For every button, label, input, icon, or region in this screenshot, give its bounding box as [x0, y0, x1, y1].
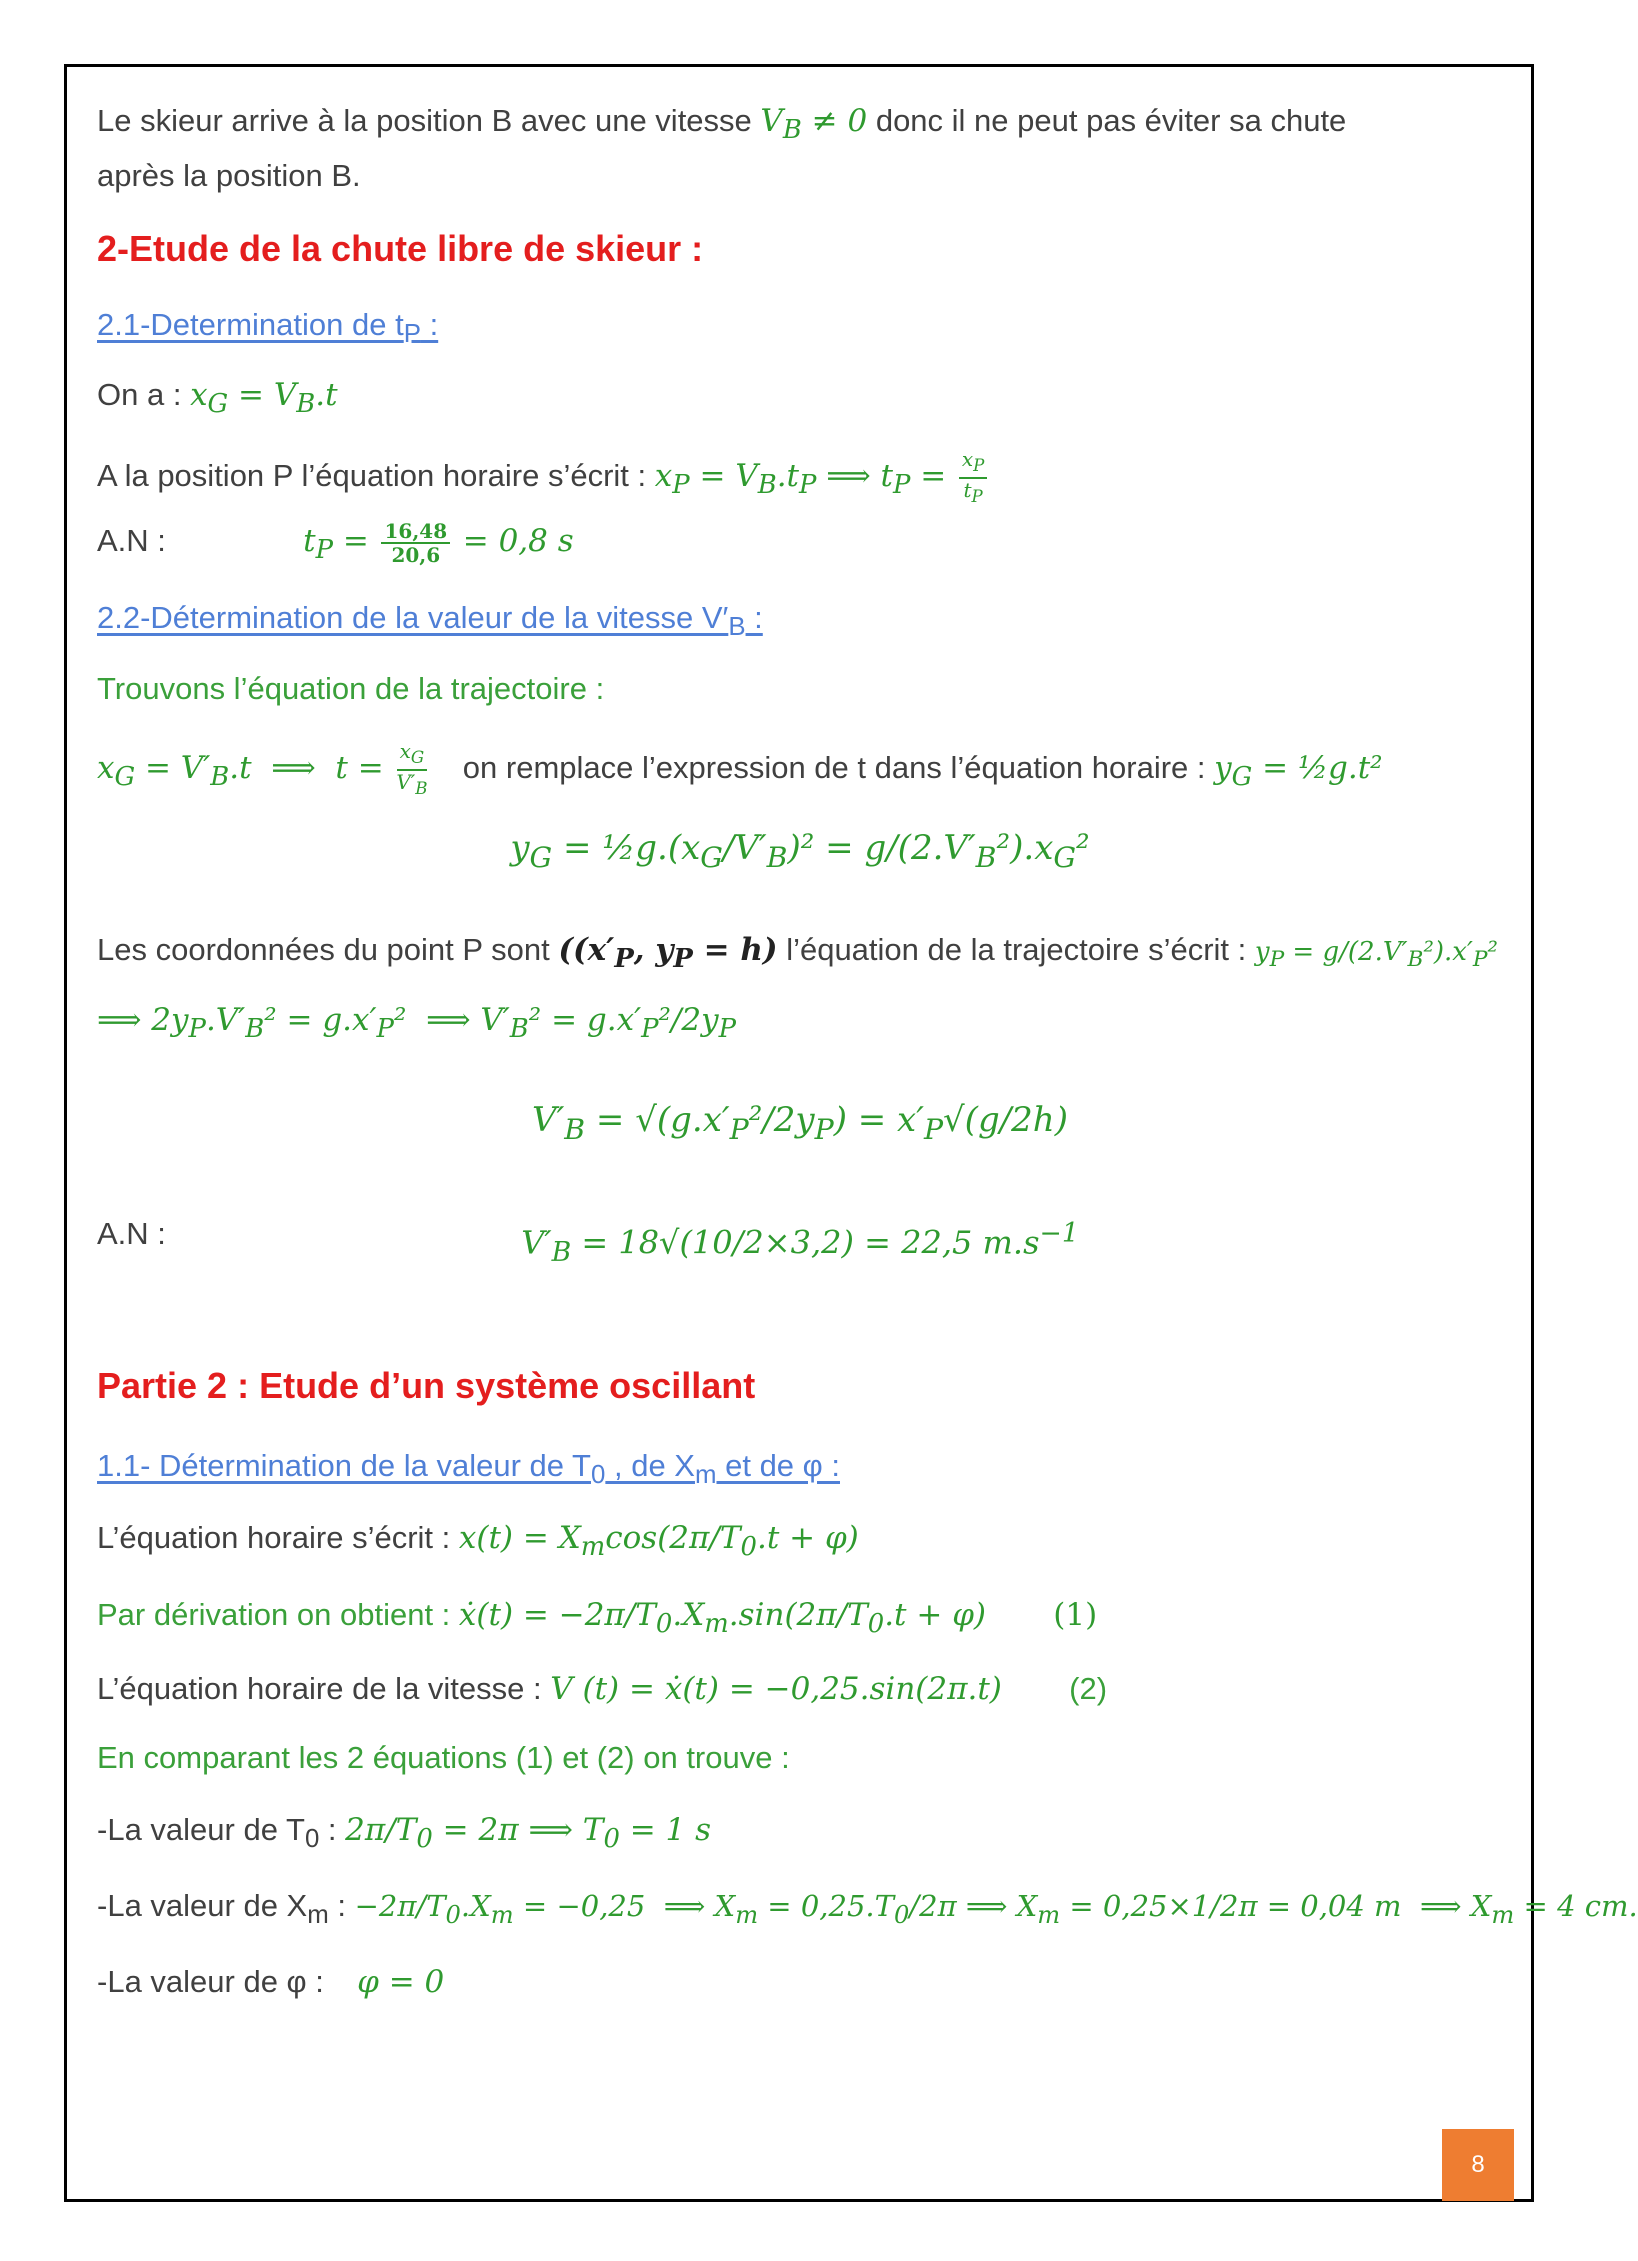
comp-text: En comparant les 2 équations (1) et (2) on trouve :	[97, 1740, 790, 1775]
pos-p-eq: $x_P = V_B.t_P$ ⟹ $t_P$ =	[654, 458, 947, 501]
an1-rhs: = 0,8 s	[462, 523, 574, 560]
vb-equation: $V'_B = √(g.x'_P^2/2y_P) = x'_P√(g/2h)$	[532, 1100, 1068, 1146]
an1-line	[97, 520, 574, 570]
coord-line	[97, 930, 1498, 980]
an1-fraction: $\frac{16,48}{20,6}$	[381, 520, 450, 566]
pos-p-line	[97, 448, 991, 508]
section1-title: 2-Etude de la chute libre de skieur :	[97, 228, 704, 269]
section2-title: Partie 2 : Etude d’un système oscillant	[97, 1365, 756, 1406]
imply-equation: ⟹ $2y_P.V'_B^2 = g.x'_P^2$ ⟹ $V'_B^2 = g.x'_P^2/2y_P$	[97, 1002, 737, 1045]
eq-h-text: L’équation horaire s’écrit :	[97, 1520, 451, 1555]
phi-eq: φ = 0	[357, 1964, 445, 2000]
section1-sub1: 2.1-Determination de $t_P$ :	[97, 307, 439, 349]
an1-lhs: $t_P$ =	[303, 523, 369, 566]
an2-label: A.N :	[97, 1216, 166, 1251]
on-a-eq: $x_G = V_B.t$	[190, 377, 338, 420]
xm-line	[97, 1886, 1638, 1935]
intro-line-1	[97, 101, 1346, 150]
deriv-text: Par dérivation on obtient :	[97, 1597, 451, 1632]
on-a-label: On a :	[97, 377, 182, 412]
an1-label: A.N :	[97, 523, 166, 559]
on-a-line	[97, 375, 338, 424]
traj-line	[97, 740, 1383, 800]
intro-text-a: Le skieur arrive à la position B avec une vitesse	[97, 103, 752, 138]
coord-eq-b: $y_P = g/(2.V'_B^2).x'_P^2$	[1254, 937, 1498, 973]
deriv-eq: ẋ(t) = $-2\pi/T_0.X_m.\sin(2\pi/T_0.t + \varphi)$	[458, 1597, 986, 1640]
intro-text-b: donc il ne peut pas éviter sa chute	[875, 103, 1347, 138]
traj-text: on remplace l’expression de t dans l’équation horaire :	[462, 750, 1206, 786]
phi-line	[97, 1962, 444, 2002]
intro-line-2: après la position B.	[97, 158, 361, 193]
t0-eq: $2\pi/T_0 = 2\pi$ ⟹ $T_0 = 1$ s	[345, 1812, 712, 1855]
yg-equation: $y_G$ = $\frac{1}{2}g.(x_G/V'_B)^2 = g/(2.V'_B^2).x_G^2$	[510, 828, 1090, 874]
section2-sub1: 1.1- Détermination de la valeur de $T_0$ , de $X_m$ et de φ :	[97, 1448, 840, 1490]
phi-text: -La valeur de φ :	[97, 1964, 324, 1999]
xm-eq: $-2\pi/T_0.X_m = -0,25$ ⟹ $X_m = 0,25.T_0/2\pi$ ⟹ $X_m = 0,25\times 1/2\pi = 0,04$ m ⟹ $X_m = 4$ cm.	[354, 1889, 1638, 1929]
xm-text: -La valeur de $X_m$ :	[97, 1888, 346, 1930]
coord-text-a: Les coordonnées du point P sont	[97, 932, 550, 967]
eq-h-line	[97, 1518, 859, 1567]
page-number-badge: 8	[1442, 2129, 1514, 2201]
intro-eq: $V_B \ne 0$	[760, 103, 868, 146]
traj-fraction: $\frac{x_G}{V'_B}$	[396, 739, 428, 798]
vit-line	[97, 1669, 1107, 1709]
traj-eq-a: $x_G = V'_B.t$ ⟹ t =	[97, 750, 384, 793]
vit-eq: V (t) = ẋ(t) = −0,25.sin(2π.t)	[550, 1671, 1002, 1707]
pos-p-fraction: $\frac{x_P}{t_P}$	[959, 448, 988, 508]
t0-text: -La valeur de $T_0$ :	[97, 1812, 337, 1854]
section1-sub2: 2.2-Détermination de la valeur de la vitesse $V'_B$ :	[97, 600, 763, 642]
vit-tag: (2)	[1069, 1671, 1108, 1706]
eq-h: $x(t) = X_m\cos(2\pi/T_0.t + \varphi)$	[458, 1520, 859, 1563]
pos-p-text: A la position P l’équation horaire s’écrit :	[97, 458, 647, 494]
traj-eq-b: $y_G$ = ½g.t²	[1214, 750, 1383, 793]
traj-title: Trouvons l’équation de la trajectoire :	[97, 671, 605, 706]
coord-eq: (($x'_P$, $y_P = h$)	[558, 932, 778, 975]
coord-text-b: l’équation de la trajectoire s’écrit :	[786, 932, 1247, 967]
an2-equation: $V'_B = 18√(10/2\times 3,2) = 22,5$ $m.s^{-1}$	[521, 1218, 1079, 1269]
deriv-tag: (1)	[1053, 1597, 1098, 1633]
deriv-line	[97, 1595, 1097, 1644]
vit-text: L’équation horaire de la vitesse :	[97, 1671, 542, 1706]
t0-line	[97, 1810, 711, 1859]
